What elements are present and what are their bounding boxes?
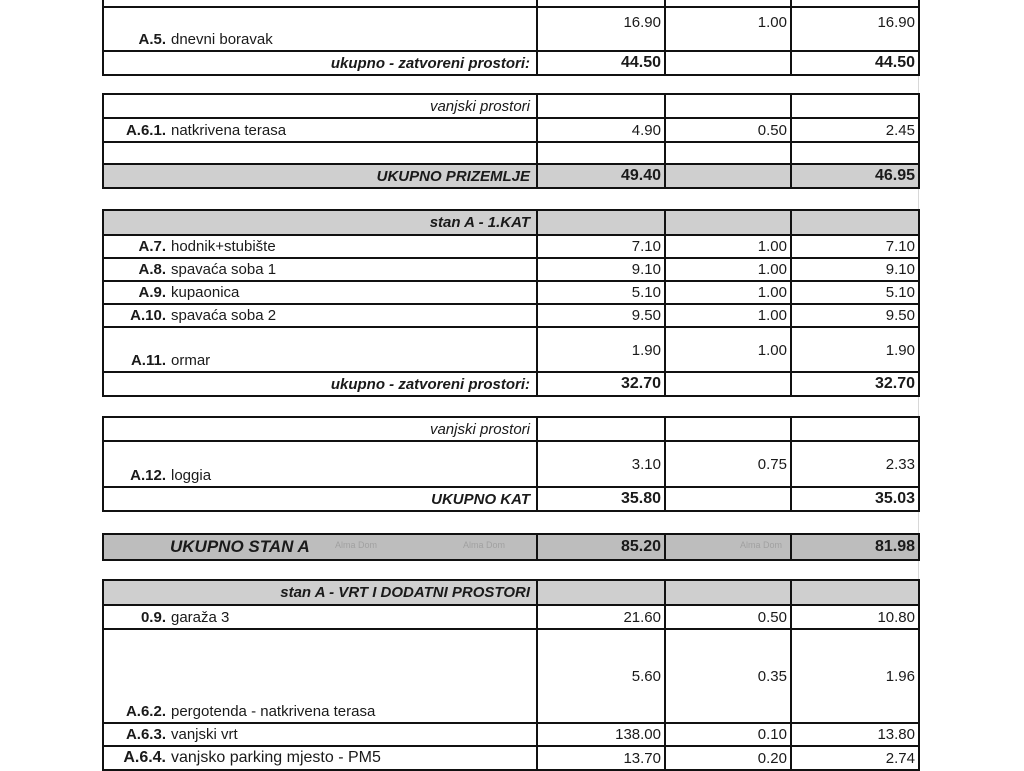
room-code: A.9. <box>138 284 166 301</box>
room-code: A.8. <box>138 261 166 278</box>
area-cell: 1.90 <box>538 328 666 371</box>
total-cell: 2.45 <box>792 119 920 141</box>
room-name: dnevni boravak <box>171 31 273 48</box>
room-code: 0.9. <box>140 609 166 626</box>
area-cell: 4.90 <box>538 119 666 141</box>
area-cell: 3.10 <box>538 442 666 486</box>
table-row <box>104 143 920 165</box>
table-row <box>104 606 920 630</box>
total-cell: 13.80 <box>792 724 920 745</box>
coef-cell: 1.00 <box>666 282 792 303</box>
room-name: pergotenda - natkrivena terasa <box>171 703 376 720</box>
room-label <box>104 259 538 280</box>
room-label <box>104 630 538 722</box>
table-row <box>104 630 920 724</box>
section-header-row <box>104 95 920 119</box>
coef-cell: 1.00 <box>666 328 792 371</box>
table-row <box>104 0 920 8</box>
total-label: UKUPNO KAT <box>104 488 538 510</box>
coef-cell: 0.10 <box>666 724 792 745</box>
total-total: 46.95 <box>792 165 920 187</box>
total-cell: 2.74 <box>792 747 920 769</box>
total-label: UKUPNO PRIZEMLJE <box>104 165 538 187</box>
subtotal-total: 44.50 <box>792 52 920 74</box>
coef-cell: 0.35 <box>666 630 792 722</box>
room-label <box>104 747 538 769</box>
room-name: ormar <box>171 352 211 369</box>
area-cell: 16.90 <box>538 8 666 50</box>
room-name: hodnik+stubište <box>171 238 276 255</box>
room-name: kupaonica <box>171 284 240 301</box>
ground-floor-outdoor-table <box>102 93 920 189</box>
total-cell: 1.90 <box>792 328 920 371</box>
room-code: A.6.3. <box>125 726 166 743</box>
room-label <box>104 442 538 486</box>
subtotal-area: 32.70 <box>538 373 666 395</box>
total-cell: 7.10 <box>792 236 920 257</box>
area-cell: 5.60 <box>538 630 666 722</box>
table-row <box>104 119 920 143</box>
apartment-total-total: 81.98 <box>792 535 920 559</box>
room-label <box>104 606 538 628</box>
area-cell: 138.00 <box>538 724 666 745</box>
total-row <box>104 165 920 189</box>
table-row <box>104 724 920 747</box>
room-code: A.6.4. <box>123 749 166 766</box>
subtotal-area: 44.50 <box>538 52 666 74</box>
table-row <box>104 328 920 373</box>
watermark-text: Alma Dom <box>740 540 783 550</box>
table-row <box>104 8 920 52</box>
room-label <box>104 236 538 257</box>
room-code: A.6.2. <box>125 703 166 720</box>
coef-cell: 1.00 <box>666 8 792 50</box>
apartment-total-area: 85.20 <box>538 535 666 559</box>
room-name: spavaća soba 1 <box>171 261 277 278</box>
table-row <box>104 442 920 488</box>
total-cell: 9.50 <box>792 305 920 326</box>
watermark-text: Alma Dom <box>335 540 378 550</box>
room-label <box>104 8 538 50</box>
room-code: A.5. <box>138 31 166 48</box>
coef-cell: 1.00 <box>666 236 792 257</box>
apartment-total-row <box>104 535 920 561</box>
coef-cell: 1.00 <box>666 259 792 280</box>
room-code: A.6.1. <box>125 122 166 139</box>
coef-cell: 1.00 <box>666 305 792 326</box>
room-code: A.10. <box>130 307 166 324</box>
apartment-total-table <box>102 533 920 561</box>
section-header: stan A - 1.KAT <box>104 211 538 234</box>
total-cell: 10.80 <box>792 606 920 628</box>
subtotal-total: 32.70 <box>792 373 920 395</box>
coef-cell: 0.50 <box>666 606 792 628</box>
subtotal-row <box>104 373 920 397</box>
section-header-row <box>104 418 920 442</box>
room-name: vanjski vrt <box>171 726 238 743</box>
room-label <box>104 282 538 303</box>
total-total: 35.03 <box>792 488 920 510</box>
room-code: A.11. <box>130 352 166 369</box>
room-name: spavaća soba 2 <box>171 307 277 324</box>
total-cell: 16.90 <box>792 8 920 50</box>
subtotal-label: ukupno - zatvoreni prostori: <box>104 52 538 74</box>
total-area: 35.80 <box>538 488 666 510</box>
room-code: A.12. <box>130 467 166 484</box>
area-cell: 7.10 <box>538 236 666 257</box>
table-row <box>104 282 920 305</box>
section-header: vanjski prostori <box>104 95 538 117</box>
room-label <box>104 328 538 371</box>
room-name: loggia <box>171 467 212 484</box>
area-cell: 13.70 <box>538 747 666 769</box>
first-floor-table <box>102 209 920 397</box>
section-header-row <box>104 211 920 236</box>
table-row <box>104 259 920 282</box>
subtotal-label: ukupno - zatvoreni prostori: <box>104 373 538 395</box>
area-cell: 9.50 <box>538 305 666 326</box>
room-label <box>104 305 538 326</box>
room-code: A.7. <box>138 238 166 255</box>
section-header: vanjski prostori <box>104 418 538 440</box>
section-header: stan A - VRT I DODATNI PROSTORI <box>104 581 538 604</box>
first-floor-outdoor-table <box>102 416 920 512</box>
total-cell: 1.96 <box>792 630 920 722</box>
table-row <box>104 747 920 771</box>
garden-extra-table <box>102 579 920 771</box>
total-cell: 9.10 <box>792 259 920 280</box>
area-cell: 5.10 <box>538 282 666 303</box>
room-name: vanjsko parking mjesto - PM5 <box>171 749 381 766</box>
coef-cell: 0.50 <box>666 119 792 141</box>
area-cell: 21.60 <box>538 606 666 628</box>
section-header-row <box>104 581 920 606</box>
area-cell: 9.10 <box>538 259 666 280</box>
ground-floor-closed-table <box>102 0 920 76</box>
table-row <box>104 236 920 259</box>
room-label <box>104 119 538 141</box>
apartment-total-label: UKUPNO STAN A <box>104 535 538 559</box>
room-name: garaža 3 <box>171 609 230 626</box>
subtotal-row <box>104 52 920 76</box>
total-cell: 5.10 <box>792 282 920 303</box>
coef-cell: 0.20 <box>666 747 792 769</box>
total-row <box>104 488 920 512</box>
coef-cell: 0.75 <box>666 442 792 486</box>
room-name: natkrivena terasa <box>171 122 287 139</box>
total-cell: 2.33 <box>792 442 920 486</box>
table-row <box>104 305 920 328</box>
total-area: 49.40 <box>538 165 666 187</box>
room-label <box>104 724 538 745</box>
watermark-text: Alma Dom <box>463 540 506 550</box>
